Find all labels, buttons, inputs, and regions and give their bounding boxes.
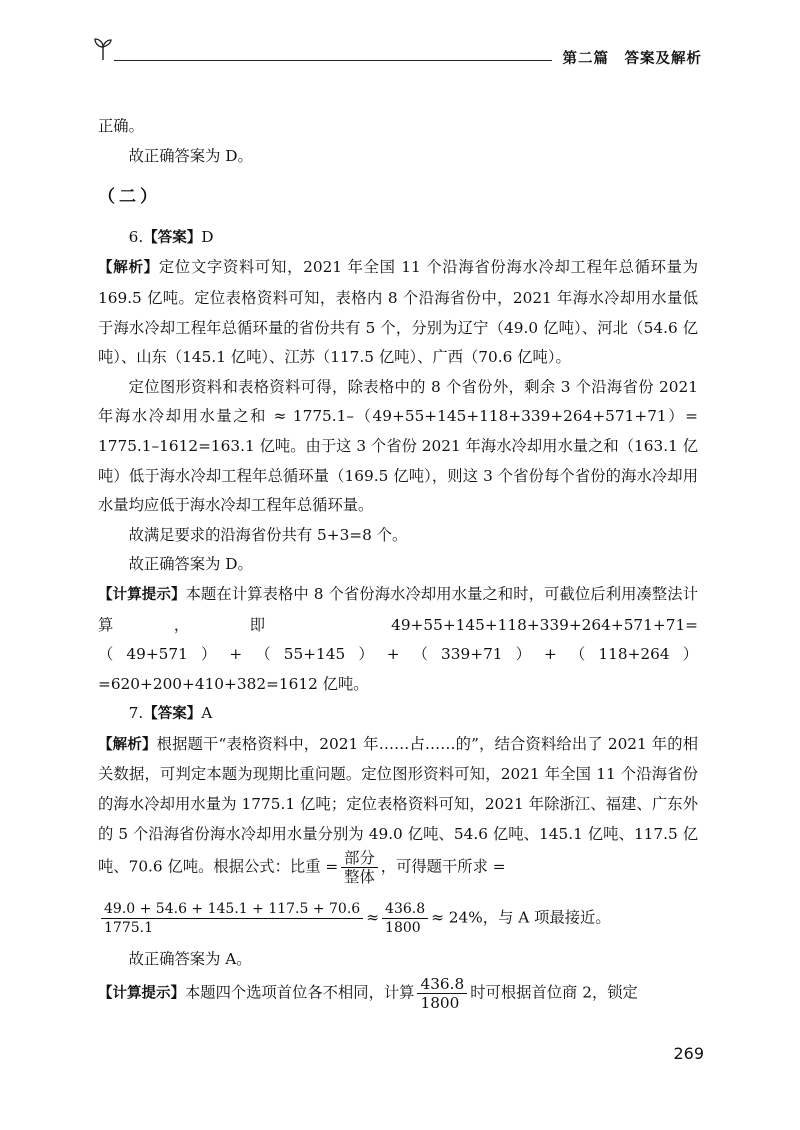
- tip-fraction-numerator: 436.8: [417, 975, 467, 994]
- sum-fraction: [101, 900, 363, 937]
- formula-result: ≈ 24%，与 A 项最接近。: [431, 908, 611, 927]
- q7-number: 7.: [128, 704, 144, 723]
- q6-answer-tag: 【答案】: [143, 229, 202, 246]
- q7-analysis-text-a: 根据题干“表格资料中，2021 年……占……的”，结合资料给出了 2021 年的相关数据，可判定本题为现期比重问题。定位图形资料可知，2021 年全国 11 个沿海省份的海水冷却用水量为 1775.1 亿吨；定位表格资料可知，2021 年除浙江、福建、广东外的 5 个沿海省份海水冷却用水量分别为 49.0 亿吨、54.6 亿吨、145.1 亿吨、117.5 亿吨、70.6 亿吨。根据公式：比重 =: [98, 734, 699, 876]
- q7-conclusion: 故正确答案为 A。: [128, 950, 252, 969]
- q7-tip-text-a: 本题四个选项首位各不相同，计算: [185, 983, 415, 1002]
- q6-analysis: [98, 253, 698, 372]
- sum-denominator: 1775.1: [104, 920, 153, 937]
- approx-denominator: 1800: [385, 920, 421, 937]
- q6-tip-tag: 【计算提示】: [98, 586, 186, 603]
- q7-analysis-text-b: ，可得题干所求 =: [380, 857, 506, 876]
- approx-sign: ≈: [366, 908, 380, 927]
- ratio-denominator: 整体: [344, 868, 375, 887]
- ratio-numerator: 部分: [341, 849, 378, 868]
- sum-numerator: 49.0 + 54.6 + 145.1 + 117.5 + 70.6: [101, 900, 363, 919]
- q7-answer-value: A: [201, 704, 213, 723]
- q7-analysis: [98, 730, 698, 886]
- q6-tip: [98, 580, 698, 699]
- approx-fraction: [382, 900, 428, 937]
- tip-fraction-denominator: 1800: [420, 993, 460, 1012]
- q7-answer-line: [98, 699, 698, 730]
- sprout-icon: [92, 36, 114, 62]
- q7-tip-tag: 【计算提示】: [98, 985, 185, 1002]
- q6-analysis-p3: 故满足要求的沿海省份共有 5+3=8 个。: [128, 525, 408, 544]
- ratio-fraction: [341, 849, 378, 886]
- tip-fraction: [417, 975, 467, 1012]
- page-number: 269: [673, 1044, 704, 1063]
- q7-analysis-tag: 【解析】: [98, 736, 157, 753]
- q6-tip-text: 本题在计算表格中 8 个省份海水冷却用水量之和时，可截位后利用凑整法计算，即 49+55+145+118+339+264+571+71=（49+571）+（55+145）+（339+71）+（118+264）=620+200+410+382=1612 亿吨。: [98, 584, 698, 693]
- q7-formula: [98, 900, 698, 937]
- q7-tip-text-b: 时可根据首位商 2，锁定: [470, 983, 638, 1002]
- approx-numerator: 436.8: [382, 900, 428, 919]
- q6-answer-value: D: [201, 227, 214, 246]
- continued-line: 正确。: [98, 117, 144, 135]
- q6-analysis-tag: 【解析】: [98, 260, 159, 277]
- page-content: [98, 112, 698, 1012]
- q7-answer-tag: 【答案】: [143, 706, 202, 723]
- q7-tip: [98, 975, 698, 1012]
- q6-answer-line: [98, 223, 698, 254]
- section-heading: （二）: [98, 187, 161, 208]
- q6-analysis-p2: 定位图形资料和表格资料可得，除表格中的 8 个省份外，剩余 3 个沿海省份 2021 年海水冷却用水量之和 ≈ 1775.1–（49+55+145+118+339+264+571+71）= 1775.1–1612=163.1 亿吨。由于这 3 个省份 2021 年海水冷却用水量之和（163.1 亿吨）低于海水冷却工程年总循环量（169.5 亿吨），则这 3 个省份每个省份的海水冷却用水量均应低于海水冷却工程年总循环量。: [98, 377, 698, 515]
- q6-analysis-text: 定位文字资料可知，2021 年全国 11 个沿海省份海水冷却工程年总循环量为 169.5 亿吨。定位表格资料可知，表格内 8 个沿海省份中，2021 年海水冷却用水量低于海水冷却工程年总循环量的省份共有 5 个，分别为辽宁（49.0 亿吨）、河北（54.6 亿吨）、山东（145.1 亿吨）、江苏（117.5 亿吨）、广西（70.6 亿吨）。: [98, 258, 699, 367]
- prev-conclusion: 故正确答案为 D。: [128, 146, 253, 165]
- header-rule: [114, 60, 552, 61]
- q6-conclusion: 故正确答案为 D。: [128, 555, 253, 574]
- q6-number: 6.: [128, 227, 144, 246]
- page-header: [92, 34, 702, 74]
- section-title: 第二篇 答案及解析: [562, 51, 702, 67]
